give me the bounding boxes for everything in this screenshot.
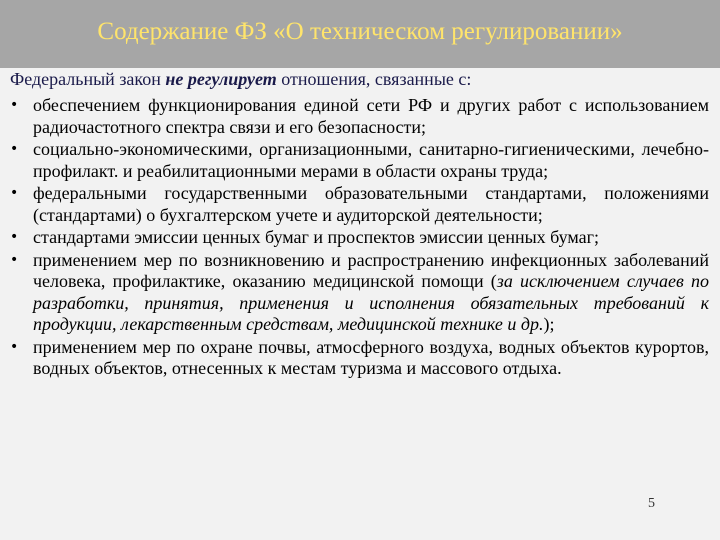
bullet-marker: • xyxy=(10,251,19,268)
intro-text-before: Федеральный закон xyxy=(10,69,166,89)
bullet-text: социально-экономическими, организационными, санитарно-гигиеническими, лечебно-профилакт. и реабилитационными мерами в области охраны труда; xyxy=(33,139,709,181)
bullet-text: стандартами эмиссии ценных бумаг и проспектов эмиссии ценных бумаг; xyxy=(33,227,600,247)
intro-emphasis: не регулирует xyxy=(165,69,277,89)
bullet-item xyxy=(10,183,709,226)
bullet-marker: • xyxy=(10,185,19,201)
intro-line xyxy=(10,68,710,90)
bullet-text-after: ); xyxy=(543,314,555,334)
bullet-text: федеральными государственными образовательными стандартами, положениями (стандартами) о бухгалтерском учете и аудиторской деятельности; xyxy=(33,183,709,225)
bullet-item xyxy=(10,250,709,336)
page-number: 5 xyxy=(648,496,655,511)
bullet-marker: • xyxy=(10,338,19,355)
bullet-text: применением мер по охране почвы, атмосферного воздуха, водных объектов курортов, водных объектов, отнесенных к местам туризма и массового отдыха. xyxy=(33,336,709,378)
bullet-text: применением мер по возникновению и распространению инфекционных заболеваний человека, профилактике, оказанию медицинской помощи ( xyxy=(33,249,709,291)
bullet-item xyxy=(10,227,709,249)
bullet-text: обеспечением функционирования единой сети РФ и других работ с использованием радиочастотного спектра связи и его безопасности; xyxy=(33,95,709,137)
slide-title: Содержание ФЗ «О техническом регулировании» xyxy=(97,18,623,45)
bullet-item xyxy=(10,139,709,182)
bullet-list xyxy=(10,95,709,381)
bullet-italic-text: за исключением случаев по разработки, принятия, применения и исполнения обязательных требований к продукции, лекарственным средствам, медицинской технике и др. xyxy=(33,271,710,334)
bullet-marker: • xyxy=(10,97,19,113)
intro-text-after: отношения, связанные с: xyxy=(276,69,472,89)
slide-header xyxy=(0,0,720,68)
bullet-marker: • xyxy=(10,141,19,157)
bullet-marker: • xyxy=(10,229,19,245)
bullet-item xyxy=(10,95,709,138)
bullet-item xyxy=(10,337,709,380)
